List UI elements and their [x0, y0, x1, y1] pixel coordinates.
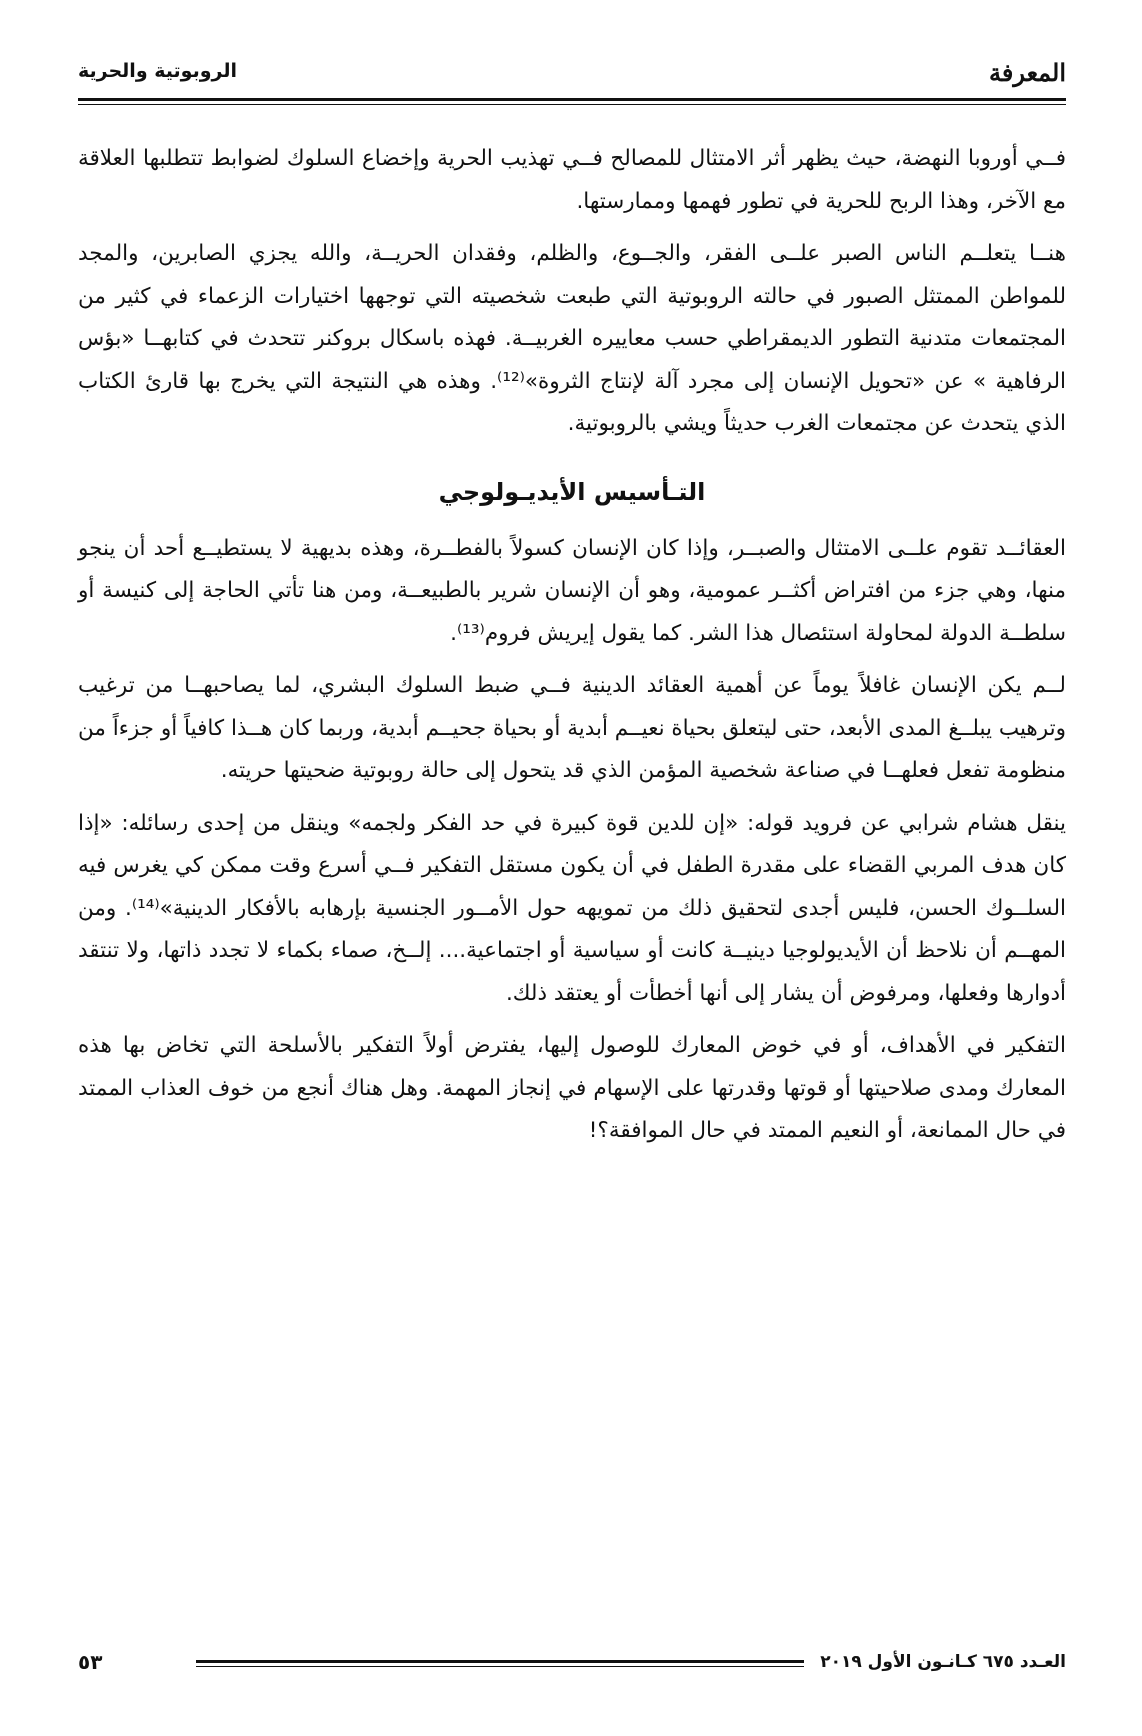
header-rule-thin	[78, 104, 1066, 105]
paragraph: هنــا يتعلــم الناس الصبر علــى الفقر، والجــوع، والظلم، وفقدان الحريــة، والله يجزي الصابرين، والمجد للمواطن الممتثل الصبور في حالته الروبوتية التي طبعت شخصيته التي توجهها اختيارات الزعماء في كثير من المجتمعات متدنية التطور الديمقراطي حسب معاييره الغربيــة. فهذه باسكال بروكنر تتحدث في كتابهــا «بؤس الرفاهية » عن «تحويل الإنسان إلى مجرد آلة لإنتاج الثروة»⁽¹²⁾. وهذه هي النتيجة التي يخرج بها قارئ الكتاب الذي يتحدث عن مجتمعات الغرب حديثاً ويشي بالروبوتية.	[78, 241, 1067, 436]
paragraph: ينقل هشام شرابي عن فرويد قوله: «إن للدين قوة كبيرة في حد الفكر ولجمه» وينقل من إحدى رسائله: «إذا كان هدف المربي القضاء على مقدرة الطفل في أن يكون مستقل التفكير فــي أسرع وقت ممكن كي يغرس فيه السلــوك الحسن، فليس أجدى لتحقيق ذلك من تمويهه حول الأمــور الجنسية بإرهابه بالأفكار الدينية»⁽¹⁴⁾. ومن المهــم أن نلاحظ أن الأيديولوجيا دينيــة كانت أو سياسية أو اجتماعية.... إلــخ، صماء بكماء لا تجدد ذاتها، ولا تنتقد أدوارها وفعلها، ومرفوض أن يشار إلى أنها أخطأت أو يعتقد ذلك.	[78, 810, 1066, 1006]
header-rule	[78, 98, 1066, 101]
paragraph: العقائــد تقوم علــى الامتثال والصبــر، وإذا كان الإنسان كسولاً بالفطــرة، وهذه بديهية لا يستطيــع أحد أن ينجو منها، وهي جزء من افتراض أكثــر عمومية، وهو أن الإنسان شرير بالطبيعــة، ومن هنا تأتي الحاجة إلى كنيسة أو سلطــة الدولة لمحاولة استئصال هذا الشر. كما يقول إيريش فروم⁽¹³⁾.	[78, 535, 1066, 646]
paragraph: لــم يكن الإنسان غافلاً يوماً عن أهمية العقائد الدينية فــي ضبط السلوك البشري، لما يصاحبهــا من ترغيب وترهيب يبلــغ المدى الأبعد، حتى ليتعلق بحياة نعيــم أبدية أو بحياة جحيــم أبدية، وربما كان هــذا كافياً أو جزءاً من منظومة تفعل فعلهــا في صناعة شخصية المؤمن الذي قد يتحول إلى حالة روبوتية ضحيتها حريته.	[78, 673, 1066, 783]
footer-rule-thin	[196, 1666, 804, 1667]
running-title: الروبوتية والحرية	[78, 60, 237, 82]
issue-label: العـدد ٦٧٥ كـانـون الأول ٢٠١٩	[820, 1652, 1066, 1672]
footer-rule	[196, 1660, 804, 1663]
page-number: ٥٣	[78, 1650, 103, 1674]
paragraph: فــي أوروبا النهضة، حيث يظهر أثر الامتثال للمصالح فــي تهذيب الحرية وإخضاع السلوك لضوابط تتطلبها العلاقة مع الآخر، وهذا الربح للحرية في تطور فهمها وممارستها.	[78, 146, 1066, 214]
page-footer	[78, 1652, 1066, 1684]
article-body	[78, 138, 1066, 1163]
page-header	[78, 52, 1066, 92]
journal-logo: المعرفة	[988, 58, 1066, 87]
paragraph: التفكير في الأهداف، أو في خوض المعارك للوصول إليها، يفترض أولاً التفكير بالأسلحة التي تخاض بها هذه المعارك ومدى صلاحيتها أو قوتها وقدرتها على الإسهام في إنجاز المهمة. وهل هناك أنجع من خوف العذاب الممتد في حال الممانعة، أو النعيم الممتد في حال الموافقة؟!	[78, 1033, 1066, 1143]
section-heading: التـأسيس الأيديـولوجي	[438, 477, 706, 506]
